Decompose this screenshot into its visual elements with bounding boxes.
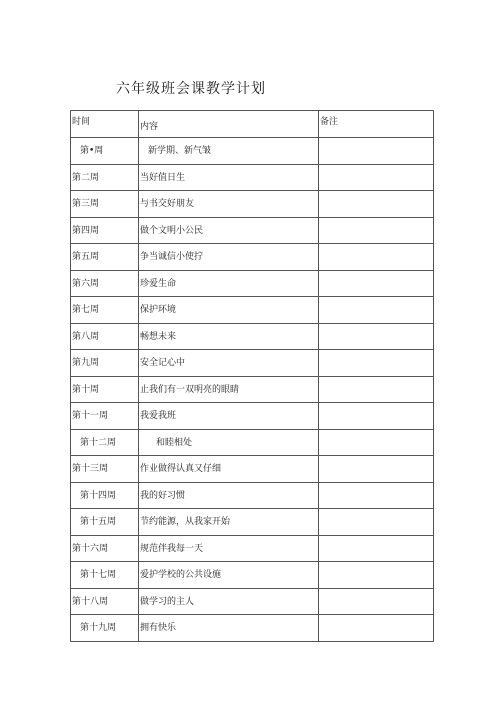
week-label: 第十九周 — [80, 623, 117, 633]
content-label: 规范伴我每一天 — [140, 543, 204, 554]
table-row — [71, 350, 434, 377]
content-label: 和睦相处 — [156, 437, 193, 448]
table-row — [71, 297, 434, 324]
remark-label — [319, 191, 433, 196]
content-label: 我爱我班 — [140, 411, 177, 421]
table-row — [71, 244, 434, 271]
content-cell — [139, 270, 319, 297]
table-row — [71, 429, 434, 456]
table-row — [71, 138, 434, 165]
remark-cell — [319, 138, 434, 165]
week-cell — [71, 297, 139, 324]
table-row — [71, 535, 434, 562]
header-cell-week — [71, 111, 139, 138]
week-label: 第•周 — [80, 146, 104, 156]
content-label: 拥有快乐 — [140, 623, 177, 633]
lesson-plan-table — [70, 110, 434, 642]
remark-label — [319, 589, 433, 594]
remark-label — [319, 297, 433, 302]
week-label: 第四周 — [72, 225, 100, 236]
content-label: 畅想未来 — [140, 331, 177, 342]
content-cell — [139, 217, 319, 244]
content-label: 我的好习惯 — [140, 490, 186, 501]
remark-label — [319, 615, 433, 620]
content-cell — [139, 164, 319, 191]
week-cell — [71, 535, 139, 562]
table-row — [71, 164, 434, 191]
remark-cell — [319, 482, 434, 509]
content-label: 爱护学校的公共设施 — [140, 570, 222, 580]
week-label: 第十周 — [72, 384, 100, 395]
content-cell — [139, 297, 319, 324]
header-week-label: 时间 — [72, 117, 91, 127]
table-row — [71, 482, 434, 509]
table-row — [71, 403, 434, 430]
remark-label — [319, 430, 433, 435]
content-cell — [139, 482, 319, 509]
content-cell — [139, 562, 319, 589]
remark-label — [319, 324, 433, 329]
week-cell — [71, 456, 139, 483]
week-label: 第十六周 — [72, 543, 109, 554]
header-cell-remark — [319, 111, 434, 138]
remark-cell — [319, 403, 434, 430]
remark-cell — [319, 164, 434, 191]
remark-cell — [319, 217, 434, 244]
content-label: 当好值日生 — [140, 172, 186, 183]
table-row — [71, 376, 434, 403]
remark-label — [319, 165, 433, 170]
content-cell — [139, 509, 319, 536]
table-row — [71, 588, 434, 615]
remark-cell — [319, 509, 434, 536]
week-label: 第六周 — [72, 278, 100, 289]
remark-cell — [319, 323, 434, 350]
content-cell — [139, 588, 319, 615]
remark-label — [319, 350, 433, 355]
remark-label — [319, 403, 433, 408]
remark-label — [319, 138, 433, 143]
week-cell — [71, 323, 139, 350]
week-cell — [71, 403, 139, 430]
remark-label — [319, 509, 433, 514]
week-cell — [71, 217, 139, 244]
content-label: 做个文明小公民 — [140, 225, 204, 236]
remark-label — [319, 456, 433, 461]
week-cell — [71, 270, 139, 297]
content-cell — [139, 615, 319, 642]
header-cell-content — [139, 111, 319, 138]
table-header-row — [71, 111, 434, 138]
remark-label — [319, 536, 433, 541]
week-label: 第七周 — [72, 305, 100, 315]
week-cell — [71, 562, 139, 589]
week-label: 第二周 — [72, 172, 100, 183]
remark-label — [319, 271, 433, 276]
remark-cell — [319, 429, 434, 456]
content-cell — [139, 323, 319, 350]
week-cell — [71, 509, 139, 536]
header-remark-label: 备注 — [320, 117, 339, 127]
remark-cell — [319, 244, 434, 271]
week-cell — [71, 482, 139, 509]
content-cell — [139, 191, 319, 218]
week-label: 第十七周 — [80, 570, 117, 580]
week-cell — [71, 429, 139, 456]
content-cell — [139, 403, 319, 430]
content-cell — [139, 138, 319, 165]
week-cell — [71, 244, 139, 271]
remark-cell — [319, 615, 434, 642]
week-label: 第十一周 — [72, 411, 109, 421]
remark-cell — [319, 297, 434, 324]
content-cell — [139, 456, 319, 483]
table-row — [71, 191, 434, 218]
table-row — [71, 509, 434, 536]
remark-cell — [319, 270, 434, 297]
remark-cell — [319, 535, 434, 562]
header-content-label: 内容 — [140, 122, 159, 132]
table-row — [71, 456, 434, 483]
week-cell — [71, 164, 139, 191]
remark-cell — [319, 376, 434, 403]
remark-cell — [319, 456, 434, 483]
remark-cell — [319, 588, 434, 615]
week-cell — [71, 350, 139, 377]
content-cell — [139, 535, 319, 562]
remark-label — [319, 562, 433, 567]
content-label: 保护环境 — [140, 305, 177, 315]
week-label: 第三周 — [72, 199, 100, 209]
week-label: 第十四周 — [80, 490, 117, 501]
content-label: 争当诚信小使拧 — [140, 252, 204, 262]
table-row — [71, 217, 434, 244]
table-row — [71, 615, 434, 642]
content-label: 节约能源，从我家开始 — [140, 517, 231, 527]
remark-label — [319, 218, 433, 223]
remark-label — [319, 244, 433, 249]
remark-cell — [319, 350, 434, 377]
week-label: 第十三周 — [72, 464, 109, 474]
remark-cell — [319, 191, 434, 218]
week-cell — [71, 138, 139, 165]
content-label: 新学期、新气皱 — [148, 146, 212, 156]
week-cell — [71, 615, 139, 642]
content-label: 作业做得认真又仔细 — [140, 464, 222, 474]
content-label: 做学习的主人 — [140, 596, 195, 607]
table-row — [71, 562, 434, 589]
table-row — [71, 323, 434, 350]
table-row — [71, 270, 434, 297]
remark-cell — [319, 562, 434, 589]
content-label: 珍爱生命 — [140, 278, 177, 289]
content-cell — [139, 429, 319, 456]
week-label: 第十五周 — [80, 517, 117, 527]
content-cell — [139, 350, 319, 377]
remark-label — [319, 377, 433, 382]
content-cell — [139, 376, 319, 403]
content-label: 止我们有一双明亮的眼睛 — [140, 384, 240, 395]
week-label: 第十二周 — [80, 437, 117, 448]
content-cell — [139, 244, 319, 271]
week-label: 第八周 — [72, 331, 100, 342]
week-label: 第十八周 — [72, 596, 109, 607]
content-label: 安全记心中 — [140, 358, 186, 368]
week-label: 第九周 — [72, 358, 100, 368]
week-label: 第五周 — [72, 252, 100, 262]
page-title: 六年级班会课教学计划 — [116, 81, 266, 97]
content-label: 与书交好朋友 — [140, 199, 195, 209]
week-cell — [71, 191, 139, 218]
week-cell — [71, 588, 139, 615]
week-cell — [71, 376, 139, 403]
remark-label — [319, 483, 433, 488]
